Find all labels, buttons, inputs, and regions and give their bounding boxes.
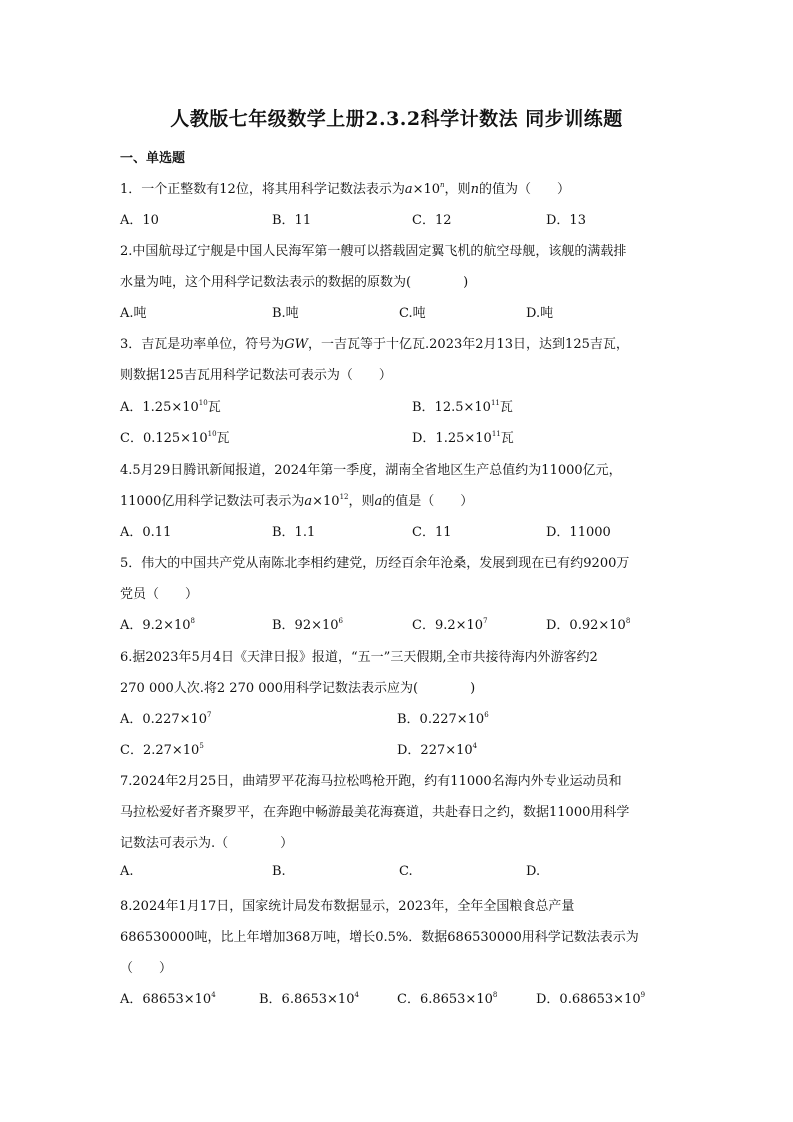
q3-option-a: A．$1.25\times 10^{10}$瓦 [120,399,221,415]
q6-option-a: A．$0.227\times 10^7$ [120,711,212,727]
question-8-line-1: 8.2024年1月17日，国家统计局发布数据显示，2023年，全年全国粮食总产量 [120,899,575,914]
q4-times10: ×10 [312,494,340,509]
question-8-line-2: 686530000吨，比上年增加368万吨，增长0.5%．数据686530000用科学记数法表示为 [120,930,639,945]
q8-option-c: C．$6.8653\times 10^8$ [397,991,498,1007]
q3-option-b: B．$12.5\times 10^{11}$瓦 [412,399,513,415]
q4-var-a: a [304,494,313,509]
q6-option-d: D．$227\times 10^4$ [397,742,478,758]
q3-gw-symbol: GW [284,337,309,352]
q1-times10: ×10 [412,182,441,197]
q4-exponent: 12 [339,493,349,501]
q8-option-a: A．$68653\times 10^4$ [120,991,216,1007]
question-7-line-2: 马拉松爱好者齐聚罗平，在奔跑中畅游最美花海赛道，共赴春日之约，数据11000用科学 [120,805,630,820]
q1-option-b: B．11 [272,213,312,228]
question-2-line-1: 2.中国航母辽宁舰是中国人民海军第一艘可以搭载固定翼飞机的航空母舰，该舰的满载排 [120,244,627,259]
q3-text-b: ，一吉瓦等于十亿瓦.2023年2月13日，达到125吉瓦， [308,337,629,352]
q6-option-c: C．$2.27\times 10^5$ [120,742,204,758]
q7-option-d: D. [526,864,541,879]
question-7-line-3: 记数法可表示为.（ ） [120,836,294,851]
q8-option-d: D．$0.68653\times 10^9$ [536,991,646,1007]
q3-option-d: D．$1.25\times 10^{11}$瓦 [412,430,514,446]
q4-text-b: ，则 [348,494,375,509]
q1-option-c: C．12 [412,213,452,228]
q1-text-a: 1．一个正整数有12位，将其用科学记数法表示为 [120,182,405,197]
question-7-line-1: 7.2024年2月25日，曲靖罗平花海马拉松鸣枪开跑，约有11000名海内外专业运动员和 [120,774,622,789]
q4-option-d: D．11000 [546,525,611,540]
q1-text-b: ，则 [444,182,471,197]
q3-option-c: C．$0.125\times 10^{10}$瓦 [120,430,230,446]
question-5-line-1: 5．伟大的中国共产党从南陈北李相约建党，历经百余年沧桑，发展到现在已有约9200万 [120,556,630,571]
question-4-line-1: 4.5月29日腾讯新闻报道，2024年第一季度，湖南全省地区生产总值约为11000亿元， [120,463,622,478]
q4-text-c: 的值是（ ） [382,494,474,509]
q7-option-a: A. [120,864,134,879]
question-2-line-2: 水量为吨，这个用科学记数法表示的数据的原数为( ) [120,275,469,290]
q7-option-b: B. [272,864,286,879]
q8-option-b: B．$6.8653\times 10^4$ [259,991,359,1007]
q4-option-a: A．0.11 [120,525,172,540]
question-5-line-2: 党员（ ） [120,587,199,602]
q6-option-b: B．$0.227\times 10^6$ [397,711,489,727]
q4-option-c: C．11 [412,525,452,540]
q3-text-a: 3．吉瓦是功率单位，符号为 [120,337,285,352]
q1-option-d: D．13 [546,213,586,228]
q1-text-c: 的值为（ ） [478,182,570,197]
q5-option-b: B．$92\times 10^6$ [272,617,343,633]
question-8-line-3: （ ） [120,961,173,976]
q5-option-c: C．$9.2\times 10^7$ [412,617,488,633]
question-4-line-2 [120,490,473,509]
q2-option-c: C.吨 [399,306,426,321]
question-3-line-1 [120,333,629,352]
q1-var-a: a [404,182,413,197]
question-6-line-2: 270 000人次.将2 270 000用科学记数法表示应为( ) [120,681,476,696]
q5-option-a: A．$9.2\times 10^8$ [120,617,195,633]
section-heading: 一、单选题 [120,151,186,166]
q4-option-b: B．1.1 [272,525,316,540]
q1-option-a: A．10 [120,213,159,228]
q4-text-a: 11000亿用科学记数法可表示为 [120,494,305,509]
q2-option-a: A.吨 [120,306,147,321]
question-3-line-2: 则数据125吉瓦用科学记数法可表示为（ ） [120,368,392,383]
q1-exponent: n [440,181,445,189]
q1-var-n: n [470,182,479,197]
q2-option-d: D.吨 [526,306,554,321]
question-6-line-1: 6.据2023年5月4日《天津日报》报道，“五一”三天假期,全市共接待海内外游客约2 [120,650,598,665]
q5-option-d: D．$0.92\times 10^8$ [546,617,631,633]
q7-option-c: C. [399,864,413,879]
q4-var-a-2: a [374,494,383,509]
document-title: 人教版七年级数学上册2.3.2科学计数法 同步训练题 [170,108,623,130]
question-1-stem [120,178,570,197]
q2-option-b: B.吨 [272,306,299,321]
